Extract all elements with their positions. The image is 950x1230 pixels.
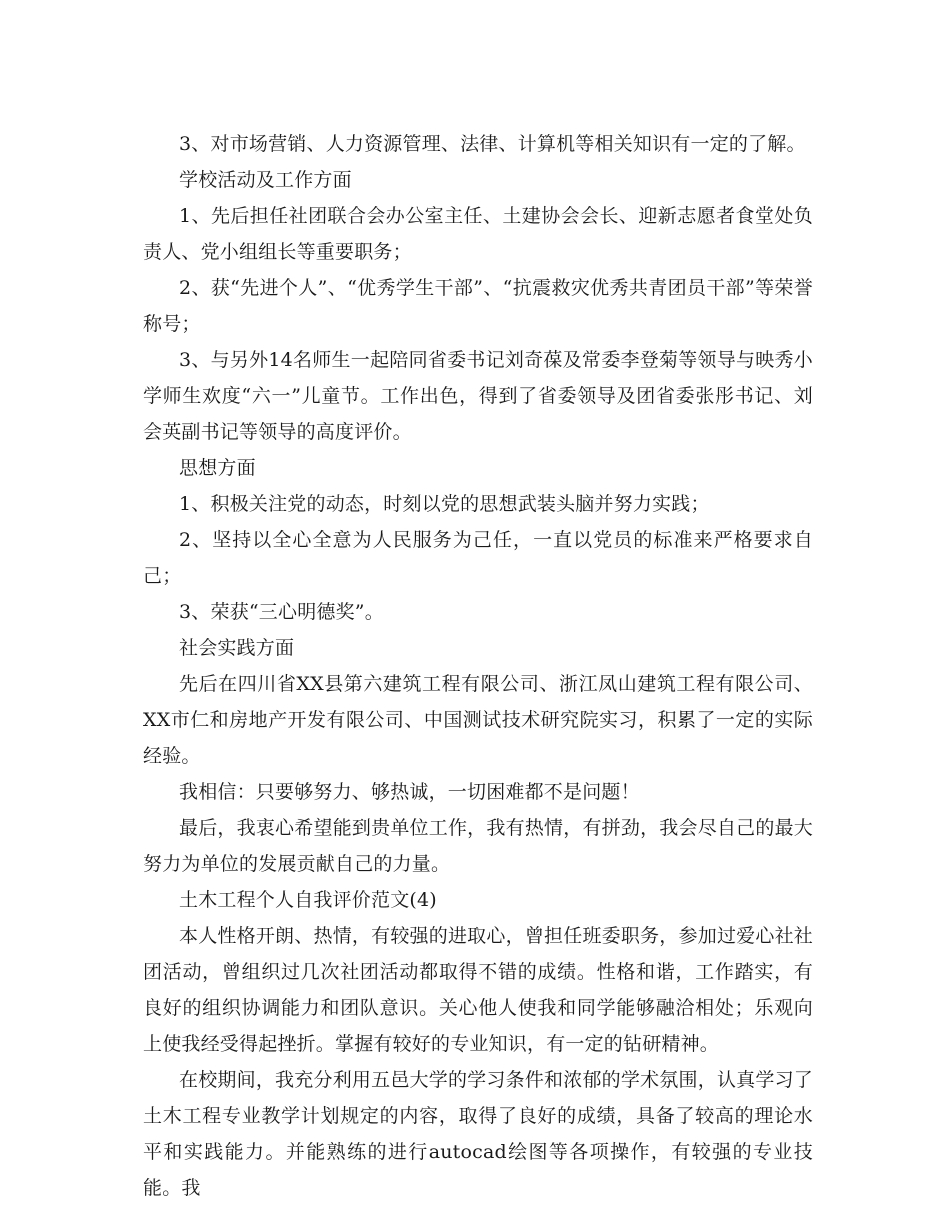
paragraph-ideology-2: 2、坚持以全心全意为人民服务为己任，一直以党员的标准来严格要求自己； bbox=[143, 529, 813, 587]
paragraph-positions-held: 1、先后担任社团联合会办公室主任、土建协会会长、迎新志愿者食堂处负责人、党小组组长等重要职务； bbox=[143, 205, 813, 263]
paragraph-school-period: 在校期间，我充分利用五邑大学的学习条件和浓郁的学术氛围，认真学习了土木工程专业教学计划规定的内容，取得了良好的成绩，具备了较高的理论水平和实践能力。并能熟练的进行autocad绘图等各项操作，有较强的专业技能。我 bbox=[143, 1069, 813, 1199]
section-heading-ideology: 思想方面 bbox=[179, 457, 256, 479]
section-heading-school-activities: 学校活动及工作方面 bbox=[179, 169, 352, 191]
paragraph-market-knowledge: 3、对市场营销、人力资源管理、法律、计算机等相关知识有一定的了解。 bbox=[179, 133, 806, 155]
paragraph-belief: 我相信：只要够努力、够热诚，一切困难都不是问题！ bbox=[179, 781, 640, 803]
section-heading-sample-4: 土木工程个人自我评价范文(4) bbox=[179, 889, 437, 911]
paragraph-internships: 先后在四川省XX县第六建筑工程有限公司、浙江凤山建筑工程有限公司、XX市仁和房地产开发有限公司、中国测试技术研究院实习，积累了一定的实际经验。 bbox=[143, 673, 813, 767]
paragraph-honors: 2、获“先进个人”、“优秀学生干部”、“抗震救灾优秀共青团员干部”等荣誉称号； bbox=[143, 277, 813, 335]
section-heading-social-practice: 社会实践方面 bbox=[179, 637, 295, 659]
paragraph-closing: 最后，我衷心希望能到贵单位工作，我有热情，有拼劲，我会尽自己的最大努力为单位的发展贡献自己的力量。 bbox=[143, 817, 813, 875]
document-body bbox=[143, 126, 813, 1206]
paragraph-personality: 本人性格开朗、热情，有较强的进取心，曾担任班委职务，参加过爱心社社团活动，曾组织过几次社团活动都取得不错的成绩。性格和谐，工作踏实，有良好的组织协调能力和团队意识。关心他人使我和同学能够融洽相处；乐观向上使我经受得起挫折。掌握有较好的专业知识，有一定的钻研精神。 bbox=[143, 925, 813, 1055]
paragraph-ideology-1: 1、积极关注党的动态，时刻以党的思想武装头脑并努力实践； bbox=[179, 493, 710, 515]
paragraph-childrens-day: 3、与另外14名师生一起陪同省委书记刘奇葆及常委李登菊等领导与映秀小学师生欢度“六一”儿童节。工作出色，得到了省委领导及团省委张彤书记、刘会英副书记等领导的高度评价。 bbox=[143, 349, 813, 443]
paragraph-ideology-3: 3、荣获“三心明德奖”。 bbox=[179, 601, 384, 623]
